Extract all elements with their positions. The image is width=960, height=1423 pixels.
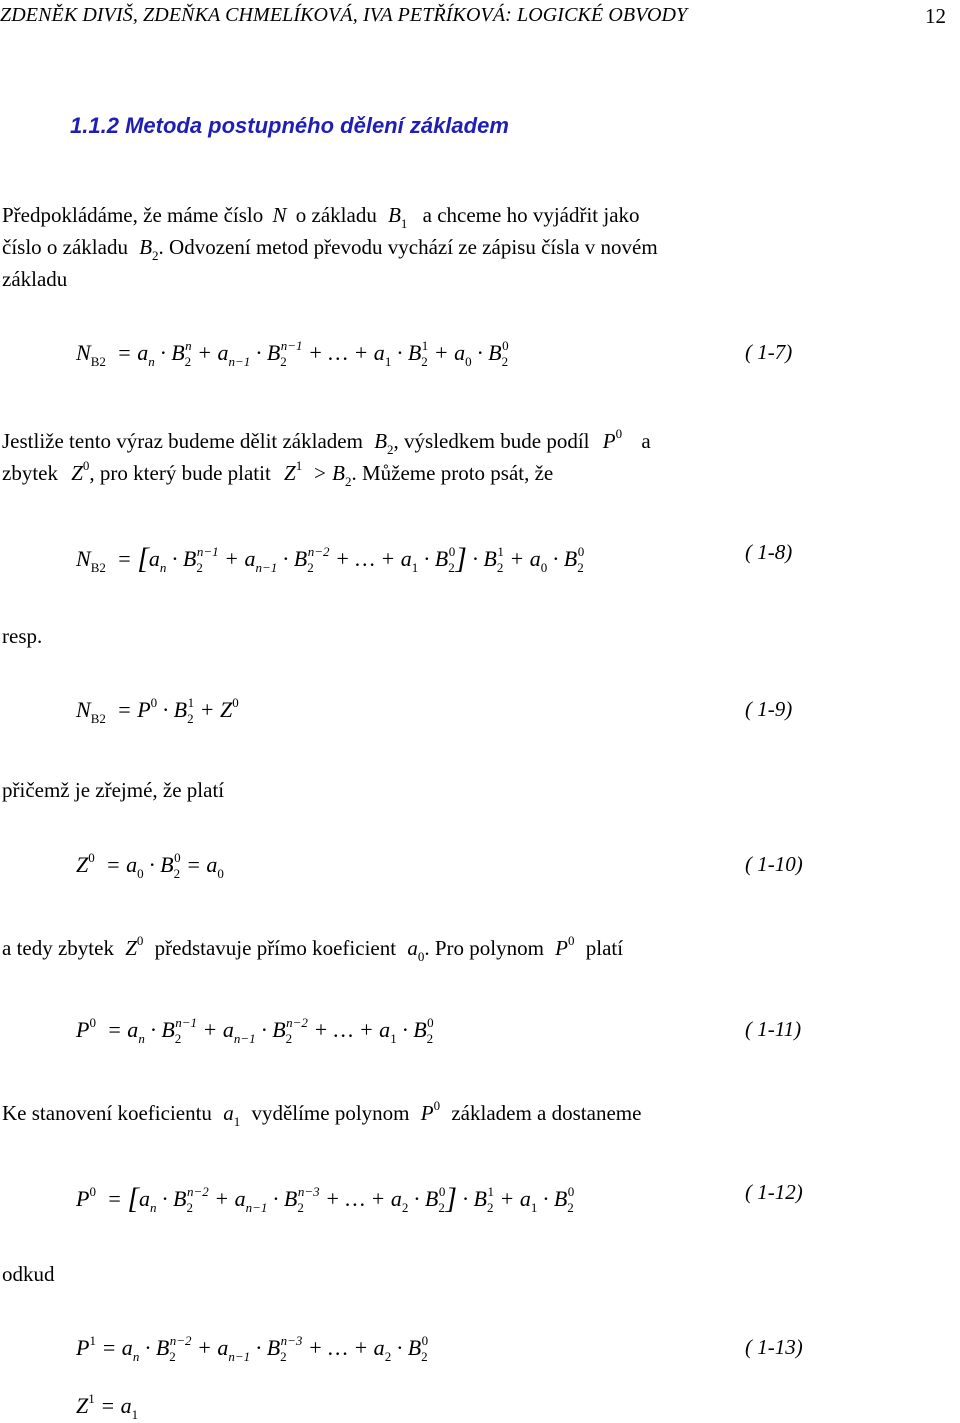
equation-number-1-8: ( 1-8): [745, 540, 793, 564]
section-heading: [70, 113, 509, 139]
section-number: 1.1.2: [70, 113, 119, 138]
equation-number-1-7: ( 1-7): [745, 340, 793, 364]
equation-number-1-12: ( 1-12): [745, 1180, 803, 1204]
paragraph-1-line-2: číslo o základu $B_2$. Odvození metod převodu vychází ze zápisu čísla v novém: [2, 235, 658, 263]
running-header: ZDENĚK DIVIŠ, ZDEŇKA CHMELÍKOVÁ, IVA PETŘÍKOVÁ: LOGICKÉ OBVODY: [0, 4, 688, 26]
equation-1-7: $N_{B2} = a_n \cdot B_2^n + a_{n-1} \cdot B_2^{n-1}$ + … + $a_1 \cdot B_2^1 + a_0 \cdot B_2^0$: [76, 338, 509, 369]
paragraph-1-line-1: Předpokládáme, že máme číslo N o základu $B_1$ a chceme ho vyjádřit jako: [2, 203, 640, 231]
equation-1-13-line-2: $Z^1 = a_1$: [76, 1391, 139, 1422]
equation-1-9: $N_{B2} = P^0 \cdot B_2^1 + Z^0$: [76, 695, 239, 726]
paragraph-7: odkud: [2, 1262, 55, 1286]
equation-1-12: $P^0 = [a_n \cdot B_2^{n-2} + a_{n-1} \cdot B_2^{n-3}$ + … + $a_2 \cdot B_2^0] \cdot B_2^1 + a_1 \cdot B_2^0$: [76, 1182, 575, 1215]
equation-1-13-line-1: $P^1 = a_n \cdot B_2^{n-2} + a_{n-1} \cdot B_2^{n-3}$ + … + $a_2 \cdot B_2^0$: [76, 1333, 429, 1364]
paragraph-1-line-3: základu: [2, 267, 68, 291]
paragraph-3: resp.: [2, 624, 43, 648]
page-number: 12: [925, 4, 946, 28]
paragraph-4: přičemž je zřejmé, že platí: [2, 778, 225, 802]
paragraph-5: a tedy zbytek $Z^0$ představuje přímo koeficient $a_0$. Pro polynom $P^0$ platí: [2, 933, 624, 964]
paragraph-6: Ke stanovení koeficientu $a_1$ vydělíme polynom $P^0$ základem a dostaneme: [2, 1098, 642, 1129]
equation-1-11: $P^0 = a_n \cdot B_2^{n-1} + a_{n-1} \cdot B_2^{n-2}$ + … + $a_1 \cdot B_2^0$: [76, 1015, 434, 1046]
paragraph-2-line-1: Jestliže tento výraz budeme dělit základem $B_2$, výsledkem bude podíl $P^0$ a: [2, 426, 651, 457]
equation-number-1-13: ( 1-13): [745, 1335, 803, 1359]
equation-1-10: $Z^0 = a_0 \cdot B_2^0 = a_0$: [76, 850, 224, 881]
equation-number-1-11: ( 1-11): [745, 1017, 802, 1041]
section-title: Metoda postupného dělení základem: [125, 113, 509, 138]
equation-number-1-9: ( 1-9): [745, 697, 793, 721]
paragraph-2-line-2: zbytek $Z^0$, pro který bude platit $Z^1 > B_2$. Můžeme proto psát, že: [2, 458, 554, 489]
equation-number-1-10: ( 1-10): [745, 852, 803, 876]
equation-1-8: $N_{B2} = [a_n \cdot B_2^{n-1} + a_{n-1} \cdot B_2^{n-2}$ + … + $a_1 \cdot B_2^0] \cdot B_2^1 + a_0 \cdot B_2^0$: [76, 542, 585, 575]
